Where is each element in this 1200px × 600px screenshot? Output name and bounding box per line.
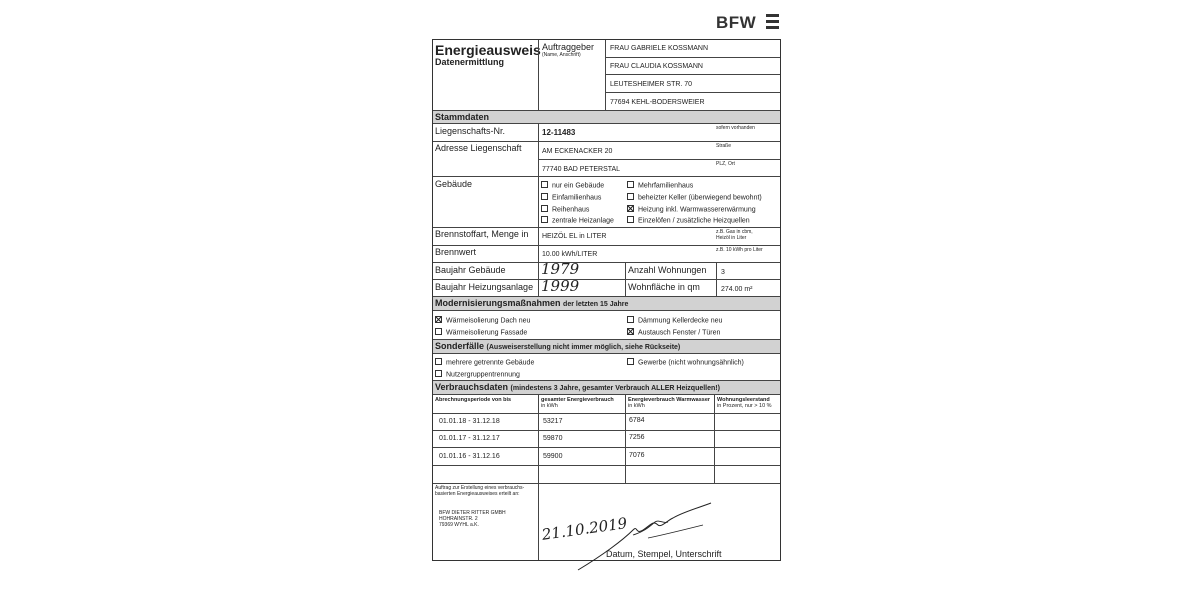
checkbox-checked[interactable] [627, 328, 634, 335]
sonderfall-item[interactable]: mehrere getrennte Gebäude [435, 359, 534, 366]
modernisierung-item[interactable]: Austausch Fenster / Türen [627, 329, 720, 336]
baujahr-heizung-label: Baujahr Heizungsanlage [435, 282, 534, 292]
verbrauch-heading-bar [433, 380, 780, 395]
row-period: 01.01.16 - 31.12.16 [439, 453, 500, 460]
checkbox[interactable] [435, 370, 442, 377]
column-header-total-unit: in kWh [541, 403, 558, 409]
checkbox[interactable] [627, 193, 634, 200]
checkbox[interactable] [627, 358, 634, 365]
row-warm: 6784 [629, 417, 645, 424]
row-warm: 7256 [629, 434, 645, 441]
brennwert-label: Brennwert [435, 247, 477, 257]
row-total: 59870 [543, 435, 563, 442]
gebaeude-option[interactable]: beheizter Keller (überwiegend bewohnt) [627, 194, 762, 201]
modernisierung-item[interactable]: Wärmeisolierung Dach neu [435, 317, 530, 324]
checkbox[interactable] [541, 205, 548, 212]
gebaeude-option[interactable]: zentrale Heizanlage [541, 217, 614, 224]
gebaeude-option[interactable]: Heizung inkl. Warmwassererwärmung [627, 206, 756, 213]
gebaeude-option[interactable]: nur ein Gebäude [541, 182, 604, 189]
logo-text: BFW [716, 13, 757, 32]
sonderfaelle-heading: Sonderfälle (Ausweiserstellung nicht immer möglich, siehe Rückseite) [435, 341, 681, 351]
column-header-period: Abrechnungsperiode von bis [435, 397, 512, 403]
modernisierung-item[interactable]: Dämmung Kellerdecke neu [627, 317, 722, 324]
energieausweis-form [432, 39, 781, 561]
liegenschaft-label: Liegenschafts-Nr. [435, 126, 506, 136]
stammdaten-heading-bar [433, 110, 780, 124]
column-header-leer: Wohnungsleerstand [717, 397, 770, 403]
liegenschaft-hint: sofern vorhanden [716, 125, 755, 131]
brennstoff-hint-1: z.B. Gas in cbm, [716, 229, 753, 235]
brennwert-hint: z.B. 10 kWh pro Liter [716, 247, 763, 253]
address-line-1: FRAU GABRIELE KOSSMANN [610, 45, 709, 52]
modernisierung-heading: Modernisierungsmaßnahmen der letzten 15 Jahre [435, 298, 629, 308]
column-header-warm-unit: in kWh [628, 403, 645, 409]
sonderfall-item[interactable]: Nutzergruppentrennung [435, 371, 520, 378]
brennwert-value: 10.00 kWh/LITER [542, 251, 598, 258]
row-warm: 7076 [629, 452, 645, 459]
modernisierung-item[interactable]: Wärmeisolierung Fassade [435, 329, 527, 336]
brennstoff-label: Brennstoffart, Menge in [435, 229, 529, 239]
form-subtitle: Datenermittlung [435, 57, 505, 67]
checkbox[interactable] [541, 216, 548, 223]
checkbox-checked[interactable] [627, 205, 634, 212]
row-total: 53217 [543, 418, 563, 425]
wohnungen-label: Anzahl Wohnungen [628, 265, 707, 275]
column-header-warm: Energieverbrauch Warmwasser [628, 397, 711, 403]
checkbox[interactable] [435, 358, 442, 365]
wohnungen-value: 3 [721, 269, 725, 276]
checkbox[interactable] [627, 181, 634, 188]
auftraggeber-hint: (Name, Anschrift) [542, 52, 581, 58]
brennstoff-value: HEIZÖL EL in LITER [542, 233, 607, 240]
verbrauch-heading: Verbrauchsdaten (mindestens 3 Jahre, gesamter Verbrauch ALLER Heizquellen!) [435, 382, 720, 392]
gebaeude-label: Gebäude [435, 179, 473, 189]
modernisierung-heading-bar [433, 296, 780, 311]
gebaeude-option[interactable]: Einfamilienhaus [541, 194, 601, 201]
wohnflaeche-value: 274.00 m² [721, 286, 753, 293]
liegenschaft-value: 12-11483 [542, 128, 576, 137]
form-title: Energieausweis [435, 42, 541, 58]
strasse-hint: Straße [716, 143, 732, 149]
sonderfaelle-heading-bar [433, 339, 780, 354]
adresse-label: Adresse Liegenschaft [435, 143, 522, 153]
column-header-leer-unit: in Prozent, nur > 10 % [717, 403, 772, 409]
checkbox[interactable] [435, 328, 442, 335]
auftraggeber-label: Auftraggeber [542, 42, 595, 52]
auftrag-line-1: Auftrag zur Erstellung eines verbrauchs- [435, 485, 525, 491]
row-total: 59900 [543, 453, 563, 460]
checkbox[interactable] [627, 216, 634, 223]
gebaeude-option[interactable]: Reihenhaus [541, 206, 589, 213]
checkbox[interactable] [627, 316, 634, 323]
strasse-value: AM ECKENACKER 20 [542, 148, 613, 155]
baujahr-gebaeude-label: Baujahr Gebäude [435, 265, 506, 275]
column-header-total: gesamter Energieverbrauch [541, 397, 614, 403]
bfw-logo [716, 12, 780, 32]
stammdaten-heading: Stammdaten [435, 112, 490, 122]
ort-hint: PLZ, Ort [716, 161, 735, 167]
sonderfall-item[interactable]: Gewerbe (nicht wohnungsähnlich) [627, 359, 744, 366]
ort-value: 77740 BAD PETERSTAL [542, 166, 621, 173]
baujahr-gebaeude-value: 1979 [541, 260, 580, 278]
company-line-2: HOHRAINSTR. 2 [439, 516, 478, 522]
baujahr-heizung-value: 1999 [541, 277, 580, 295]
signature-icon [573, 500, 723, 575]
company-line-3: 79369 WYHL a.K. [439, 522, 479, 528]
row-period: 01.01.17 - 31.12.17 [439, 435, 500, 442]
auftrag-line-2: basierten Energieausweises erteilt an: [435, 491, 520, 497]
checkbox[interactable] [541, 193, 548, 200]
gebaeude-option[interactable]: Einzelöfen / zusätzliche Heizquellen [627, 217, 750, 224]
gebaeude-option[interactable]: Mehrfamilienhaus [627, 182, 693, 189]
address-line-2: FRAU CLAUDIA KOSSMANN [610, 63, 703, 70]
checkbox-checked[interactable] [435, 316, 442, 323]
address-line-4: 77694 KEHL-BODERSWEIER [610, 99, 705, 106]
checkbox[interactable] [541, 181, 548, 188]
brennstoff-hint-2: Heizöl in Liter [716, 235, 747, 241]
wohnflaeche-label: Wohnfläche in qm [628, 282, 700, 292]
company-line-1: BFW DIETER RITTER GMBH [439, 510, 506, 516]
handwritten-date: 21.10.2019 [540, 514, 629, 544]
signature-label: Datum, Stempel, Unterschrift [606, 549, 722, 559]
row-period: 01.01.18 - 31.12.18 [439, 418, 500, 425]
address-line-3: LEUTESHEIMER STR. 70 [610, 81, 693, 88]
